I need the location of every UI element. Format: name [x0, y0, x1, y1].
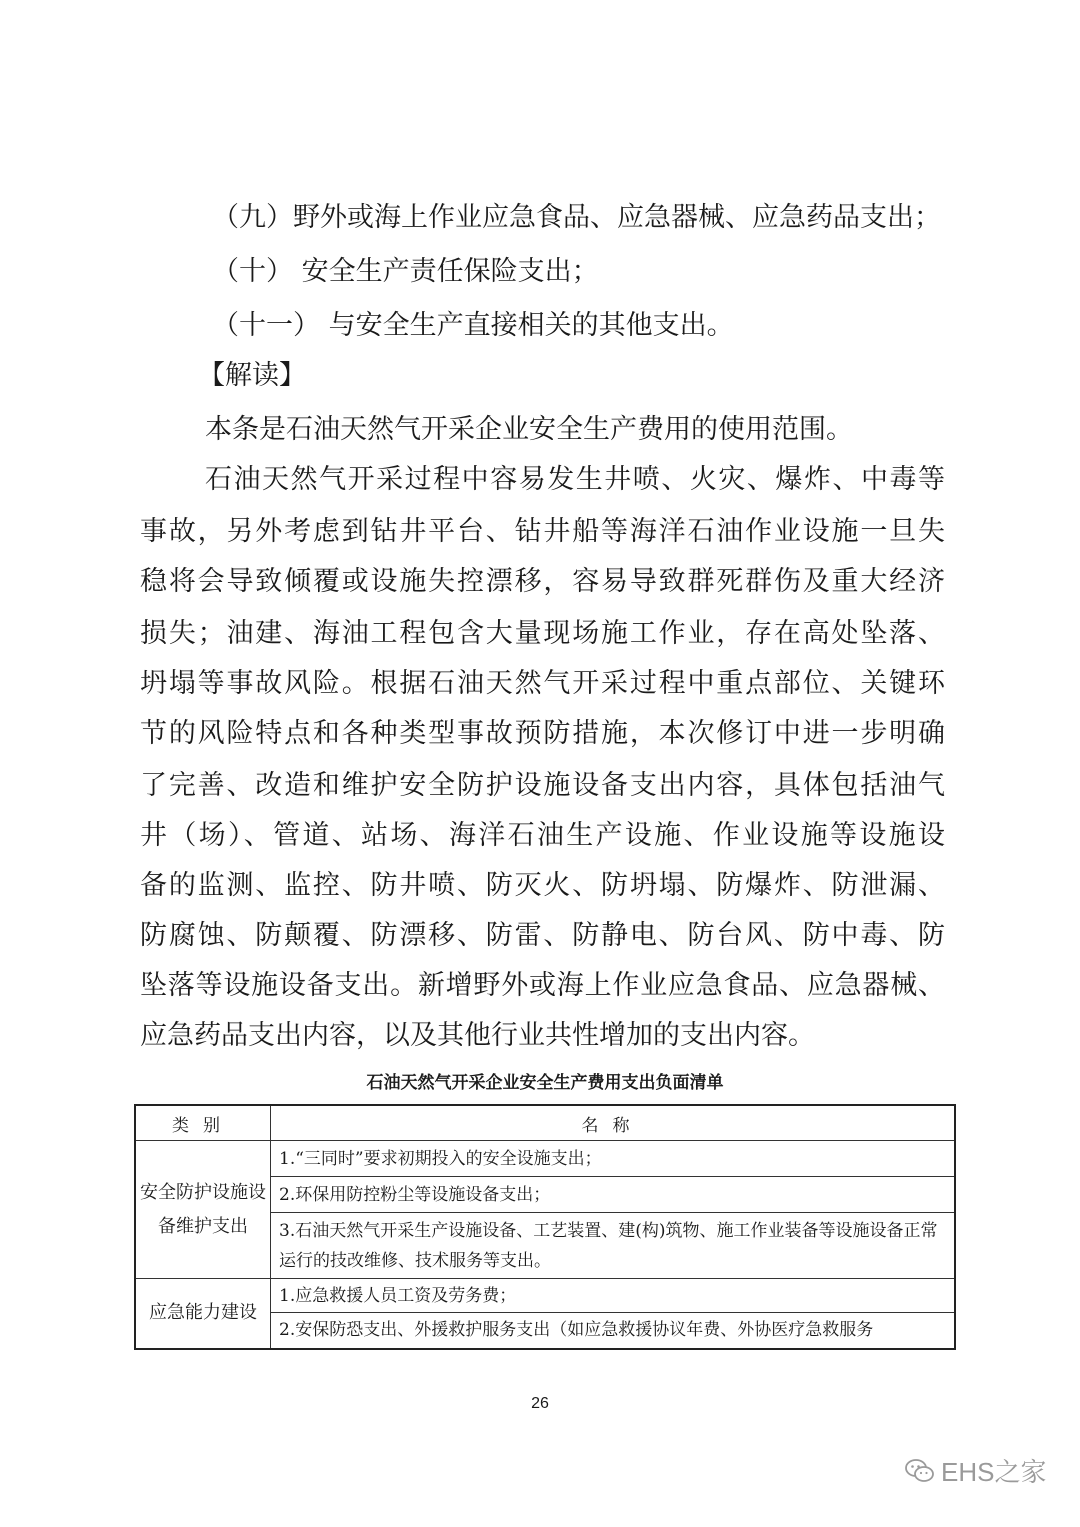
- paragraph-line: 坠落等设施设备支出。新增野外或海上作业应急食品、应急器械、: [140, 970, 945, 1001]
- item-cell: 2.环保用防控粉尘等设施设备支出；: [271, 1177, 956, 1213]
- table-header-row: [135, 1105, 955, 1141]
- page-number: 26: [531, 1395, 549, 1412]
- clause-11: （十一） 与安全生产直接相关的其他支出。: [212, 310, 734, 341]
- paragraph-line: 稳将会导致倾覆或设施失控漂移，容易导致群死群伤及重大经济: [140, 566, 945, 597]
- paragraph-line: 应急药品支出内容，以及其他行业共性增加的支出内容。: [140, 1020, 815, 1051]
- paragraph-line: 事故，另外考虑到钻井平台、钻井船等海洋石油作业设施一旦失: [140, 516, 945, 547]
- table-row: [135, 1141, 955, 1177]
- table-row: [135, 1279, 955, 1313]
- item-cell: 1.应急救援人员工资及劳务费；: [271, 1279, 956, 1313]
- paragraph-line: 防腐蚀、防颠覆、防漂移、防雷、防静电、防台风、防中毒、防: [140, 920, 945, 951]
- paragraph-line: 损失；油建、海油工程包含大量现场施工作业，存在高处坠落、: [140, 618, 945, 649]
- paragraph-line: 节的风险特点和各种类型事故预防措施，本次修订中进一步明确: [140, 718, 945, 749]
- wechat-icon: [905, 1458, 935, 1484]
- category-cell: 应急能力建设: [135, 1279, 271, 1349]
- table-caption: 石油天然气开采企业安全生产费用支出负面清单: [366, 1073, 724, 1093]
- interpretation-heading: 【解读】: [198, 360, 306, 391]
- item-cell: 1.“三同时”要求初期投入的安全设施支出；: [271, 1141, 956, 1177]
- item-cell: 3.石油天然气开采生产设施设备、工艺装置、建(构)筑物、施工作业装备等设施设备正常运行的技改维修、技术服务等支出。: [271, 1213, 956, 1279]
- item-cell: 2.安保防恐支出、外援救护服务支出（如应急救援协议年费、外协医疗急救服务: [271, 1313, 956, 1349]
- negative-list-table: [134, 1104, 956, 1350]
- paragraph-line: 坍塌等事故风险。根据石油天然气开采过程中重点部位、关键环: [140, 668, 945, 699]
- header-category: 类别: [135, 1105, 271, 1141]
- paragraph-line: 井（场）、管道、站场、海洋石油生产设施、作业设施等设施设: [140, 820, 945, 851]
- paragraph-line: 本条是石油天然气开采企业安全生产费用的使用范围。: [205, 414, 853, 445]
- paragraph-line: 石油天然气开采过程中容易发生井喷、火灾、爆炸、中毒等: [205, 464, 945, 495]
- watermark: [905, 1452, 1046, 1489]
- header-name: 名称: [271, 1105, 956, 1141]
- watermark-text: EHS之家: [941, 1457, 1047, 1487]
- clause-10: （十） 安全生产责任保险支出；: [212, 256, 599, 287]
- paragraph-line: 备的监测、监控、防井喷、防灭火、防坍塌、防爆炸、防泄漏、: [140, 870, 945, 901]
- category-cell: 安全防护设施设备维护支出: [135, 1141, 271, 1279]
- paragraph-line: 了完善、改造和维护安全防护设施设备支出内容，具体包括油气: [140, 770, 945, 801]
- clause-9: （九）野外或海上作业应急食品、应急器械、应急药品支出；: [212, 202, 941, 233]
